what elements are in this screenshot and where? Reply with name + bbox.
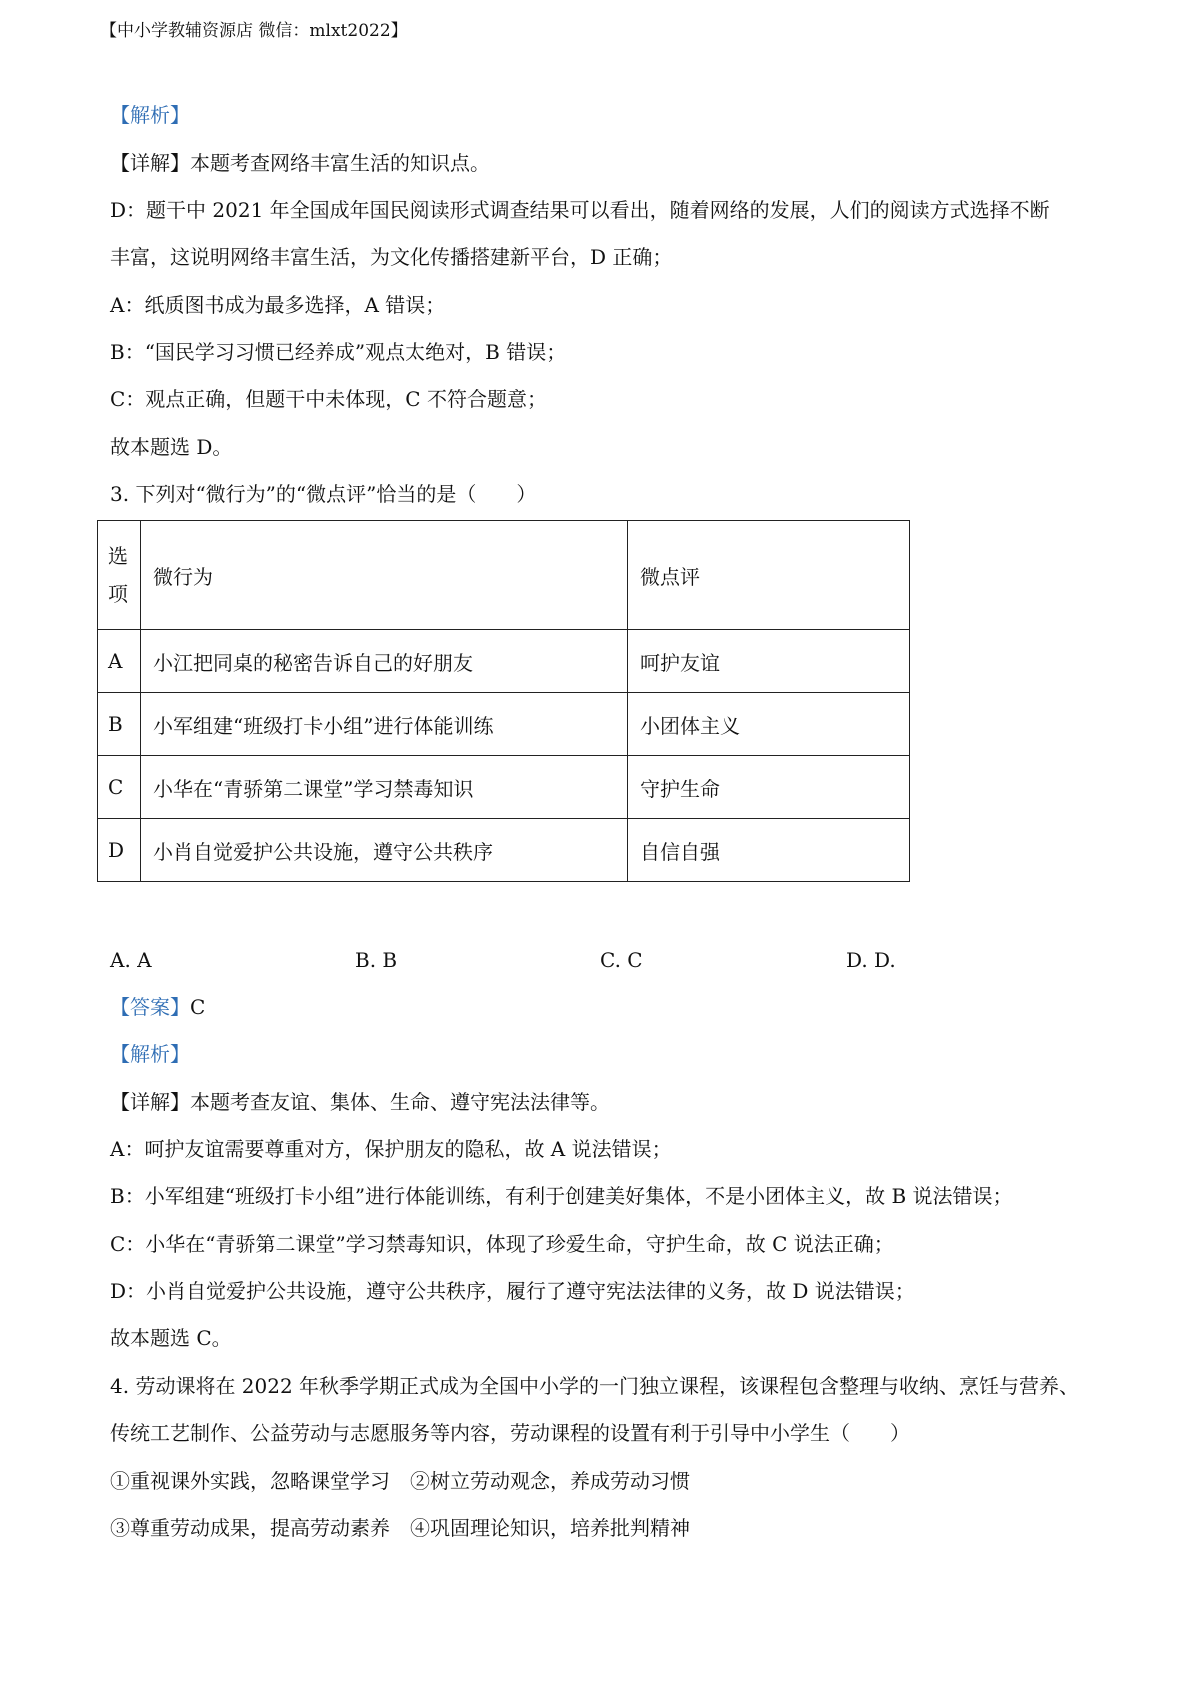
behavior-cell: 小军组建“班级打卡小组”进行体能训练 <box>141 693 628 756</box>
q3-detail-line: B：小军组建“班级打卡小组”进行体能训练，有利于创建美好集体，不是小团体主义，故 B 说法错误； <box>110 1184 1013 1208</box>
comment-cell: 呵护友谊 <box>628 630 910 693</box>
comment-cell: 自信自强 <box>628 819 910 882</box>
q2-detail-line: B：“国民学习习惯已经养成”观点太绝对，B 错误； <box>110 340 567 364</box>
table-header-row <box>98 521 910 630</box>
q2-analysis-label: 【解析】 <box>110 103 190 127</box>
choice-d: D. D. <box>846 948 896 972</box>
header-option-bottom: 项 <box>108 582 128 606</box>
q2-detail-line: A：纸质图书成为最多选择，A 错误； <box>110 293 446 317</box>
table-row <box>98 630 910 693</box>
q2-conclusion: 故本题选 D。 <box>110 435 233 459</box>
table-row <box>98 693 910 756</box>
answer-value: C <box>190 995 206 1019</box>
q3-detail-line: C：小华在“青骄第二课堂”学习禁毒知识，体现了珍爱生命，守护生命，故 C 说法正确； <box>110 1232 894 1256</box>
q3-stem: 3. 下列对“微行为”的“微点评”恰当的是（ ） <box>110 482 537 506</box>
header-comment-cell: 微点评 <box>628 521 910 630</box>
q3-conclusion: 故本题选 C。 <box>110 1326 232 1350</box>
behavior-cell: 小江把同桌的秘密告诉自己的好朋友 <box>141 630 628 693</box>
q4-options-line: ③尊重劳动成果，提高劳动素养 ④巩固理论知识，培养批判精神 <box>110 1516 690 1540</box>
q2-detail-line: 丰富，这说明网络丰富生活，为文化传播搭建新平台，D 正确； <box>110 245 673 269</box>
behavior-cell: 小肖自觉爱护公共设施，遵守公共秩序 <box>141 819 628 882</box>
answer-label: 【答案】 <box>110 995 190 1019</box>
choice-b: B. B <box>355 948 398 972</box>
q3-detail-line: A：呵护友谊需要尊重对方，保护朋友的隐私，故 A 说法错误； <box>110 1137 672 1161</box>
q4-stem-line: 传统工艺制作、公益劳动与志愿服务等内容，劳动课程的设置有利于引导中小学生（ ） <box>110 1421 910 1445</box>
table-row <box>98 819 910 882</box>
comment-cell: 小团体主义 <box>628 693 910 756</box>
q3-analysis-label: 【解析】 <box>110 1042 190 1066</box>
behavior-cell: 小华在“青骄第二课堂”学习禁毒知识 <box>141 756 628 819</box>
q3-detail-line: D：小肖自觉爱护公共设施，遵守公共秩序，履行了遵守宪法法律的义务，故 D 说法错误； <box>110 1279 915 1303</box>
q4-stem-line: 4. 劳动课将在 2022 年秋季学期正式成为全国中小学的一门独立课程，该课程包含整理与收纳、烹饪与营养、 <box>110 1374 1080 1398</box>
header-option-top: 选 <box>108 544 128 568</box>
option-cell: C <box>98 756 141 819</box>
choice-c: C. C <box>600 948 643 972</box>
option-cell: B <box>98 693 141 756</box>
q2-detail-line: D：题干中 2021 年全国成年国民阅读形式调查结果可以看出，随着网络的发展，人们的阅读方式选择不断 <box>110 198 1050 222</box>
choice-a: A. A <box>110 948 152 972</box>
q2-detail-line: 【详解】本题考查网络丰富生活的知识点。 <box>110 151 490 175</box>
header-behavior-cell: 微行为 <box>141 521 628 630</box>
q3-detail-line: 【详解】本题考查友谊、集体、生命、遵守宪法法律等。 <box>110 1090 610 1114</box>
q2-detail-line: C：观点正确，但题干中未体现，C 不符合题意； <box>110 387 547 411</box>
q3-answer <box>110 992 205 1022</box>
q3-table <box>97 520 910 882</box>
comment-cell: 守护生命 <box>628 756 910 819</box>
option-cell: A <box>98 630 141 693</box>
option-cell: D <box>98 819 141 882</box>
table-row <box>98 756 910 819</box>
q4-options-line: ①重视课外实践，忽略课堂学习 ②树立劳动观念，养成劳动习惯 <box>110 1469 690 1493</box>
page-header-watermark: 【中小学教辅资源店 微信：mlxt2022】 <box>100 21 408 41</box>
header-option-cell <box>98 521 141 630</box>
